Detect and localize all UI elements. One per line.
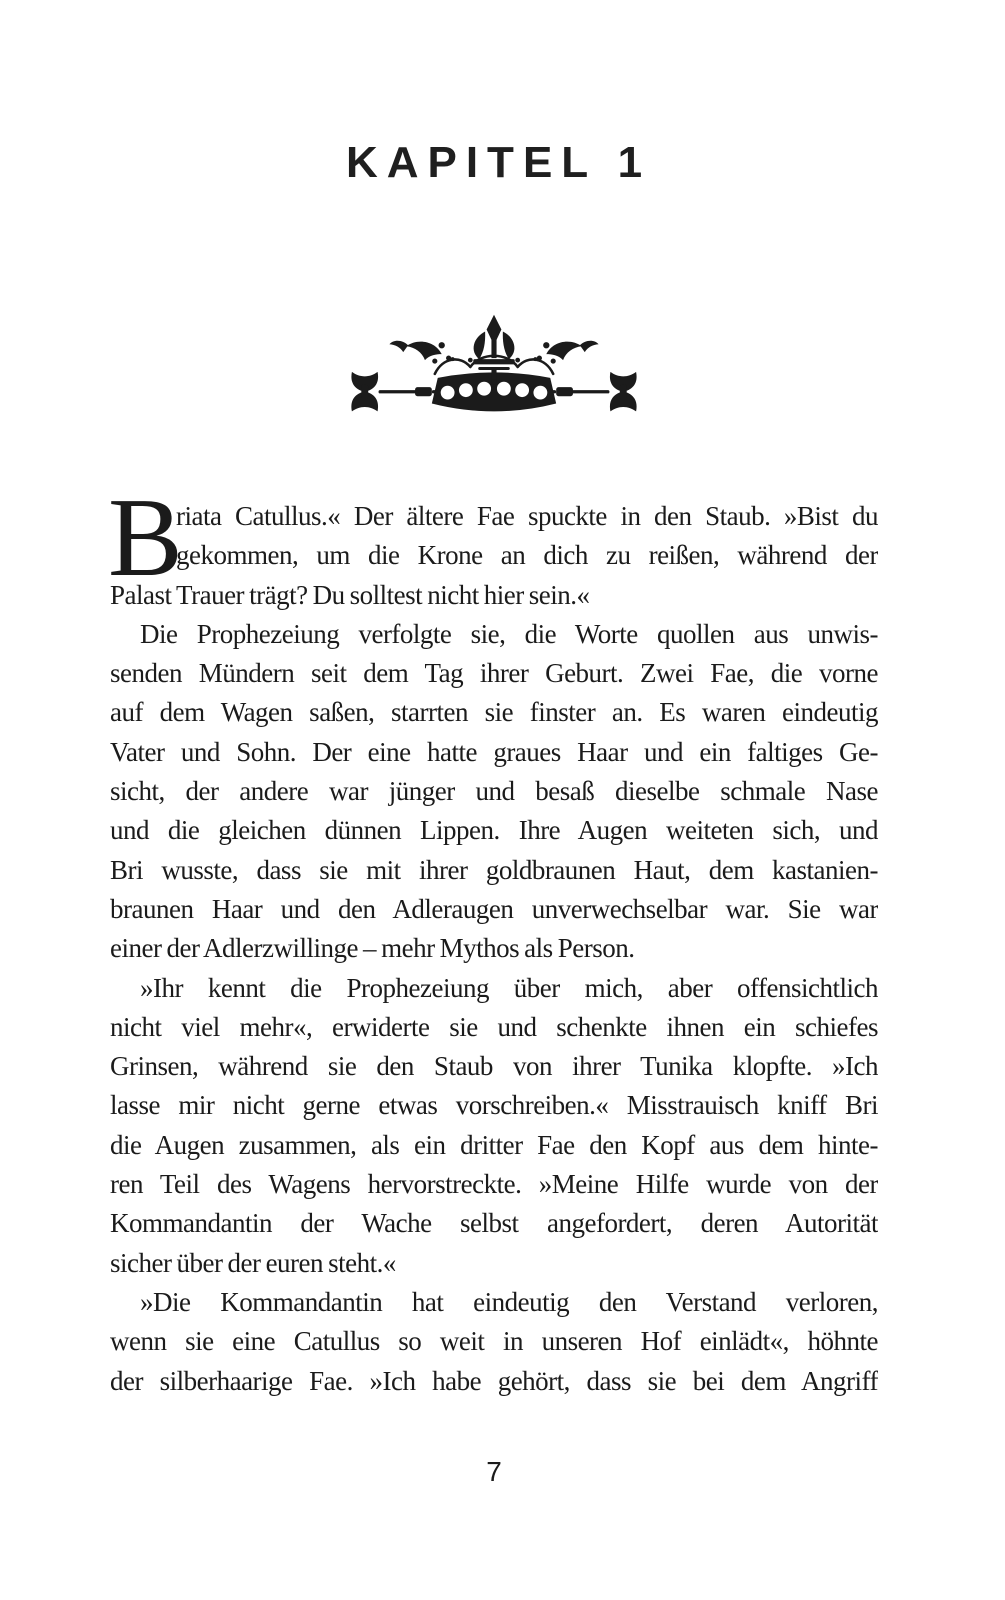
text-line: die Augen zusammen, als ein dritter Fae den Kopf aus dem hinte- — [110, 1129, 878, 1160]
axe-icon — [550, 372, 636, 411]
crown-icon — [389, 315, 598, 412]
drop-cap: B — [108, 476, 183, 600]
text-line: senden Mündern seit dem Tag ihrer Geburt. Zwei Fae, die vorne — [110, 658, 878, 689]
paragraph — [110, 615, 878, 969]
paragraph — [108, 476, 878, 615]
text-line: riata Catullus.« Der ältere Fae spuckte in den Staub. »Bist du — [176, 501, 878, 531]
text-line: Grinsen, während sie den Staub von ihrer Tunika klopfte. »Ich — [110, 1051, 878, 1082]
text-line: sicher über der euren steht.« — [110, 1247, 396, 1278]
page-number: 7 — [486, 1456, 502, 1487]
text-line: »Die Kommandantin hat eindeutig den Verstand verloren, — [140, 1286, 878, 1317]
body-text — [108, 476, 878, 1401]
text-line: »Ihr kennt die Prophezeiung über mich, aber offensichtlich — [140, 972, 878, 1003]
chapter-divider — [110, 314, 878, 418]
text-line: und die gleichen dünnen Lippen. Ihre Augen weiteten sich, und — [110, 815, 878, 846]
paragraph — [110, 1283, 878, 1401]
text-line: Kommandantin der Wache selbst angefordert, deren Autorität — [110, 1208, 878, 1239]
crown-divider-ornament — [346, 314, 642, 418]
text-line: auf dem Wagen saßen, starrten sie finster an. Es waren eindeutig — [110, 697, 878, 728]
paragraph — [110, 969, 878, 1283]
chapter-title: KAPITEL 1 — [345, 138, 652, 187]
text-line: nicht viel mehr«, erwiderte sie und schenkte ihnen ein schiefes — [110, 1011, 878, 1042]
text-line: sicht, der andere war jünger und besaß dieselbe schmale Nase — [110, 776, 878, 807]
text-line: der silberhaarige Fae. »Ich habe gehört, dass sie bei dem Angriff — [110, 1365, 878, 1396]
text-line: Palast Trauer trägt? Du solltest nicht hier sein.« — [110, 579, 590, 610]
text-line: einer der Adlerzwillinge – mehr Mythos als Person. — [110, 933, 635, 964]
text-line: lasse mir nicht gerne etwas vorschreiben.« Misstrauisch kniff Bri — [110, 1090, 878, 1121]
axe-icon — [351, 372, 437, 411]
text-line: gekommen, um die Krone an dich zu reißen, während der — [176, 540, 878, 571]
text-line: Bri wusste, dass sie mit ihrer goldbraunen Haut, dem kastanien- — [110, 854, 878, 885]
text-line: wenn sie eine Catullus so weit in unseren Hof einlädt«, höhnte — [110, 1326, 878, 1357]
text-line: Die Prophezeiung verfolgte sie, die Worte quollen aus unwis- — [140, 618, 878, 649]
text-line: Vater und Sohn. Der eine hatte graues Haar und ein faltiges Ge- — [110, 736, 878, 767]
text-line: ren Teil des Wagens hervorstreckte. »Meine Hilfe wurde von der — [110, 1169, 878, 1200]
text-line: braunen Haar und den Adleraugen unverwechselbar war. Sie war — [110, 893, 878, 924]
